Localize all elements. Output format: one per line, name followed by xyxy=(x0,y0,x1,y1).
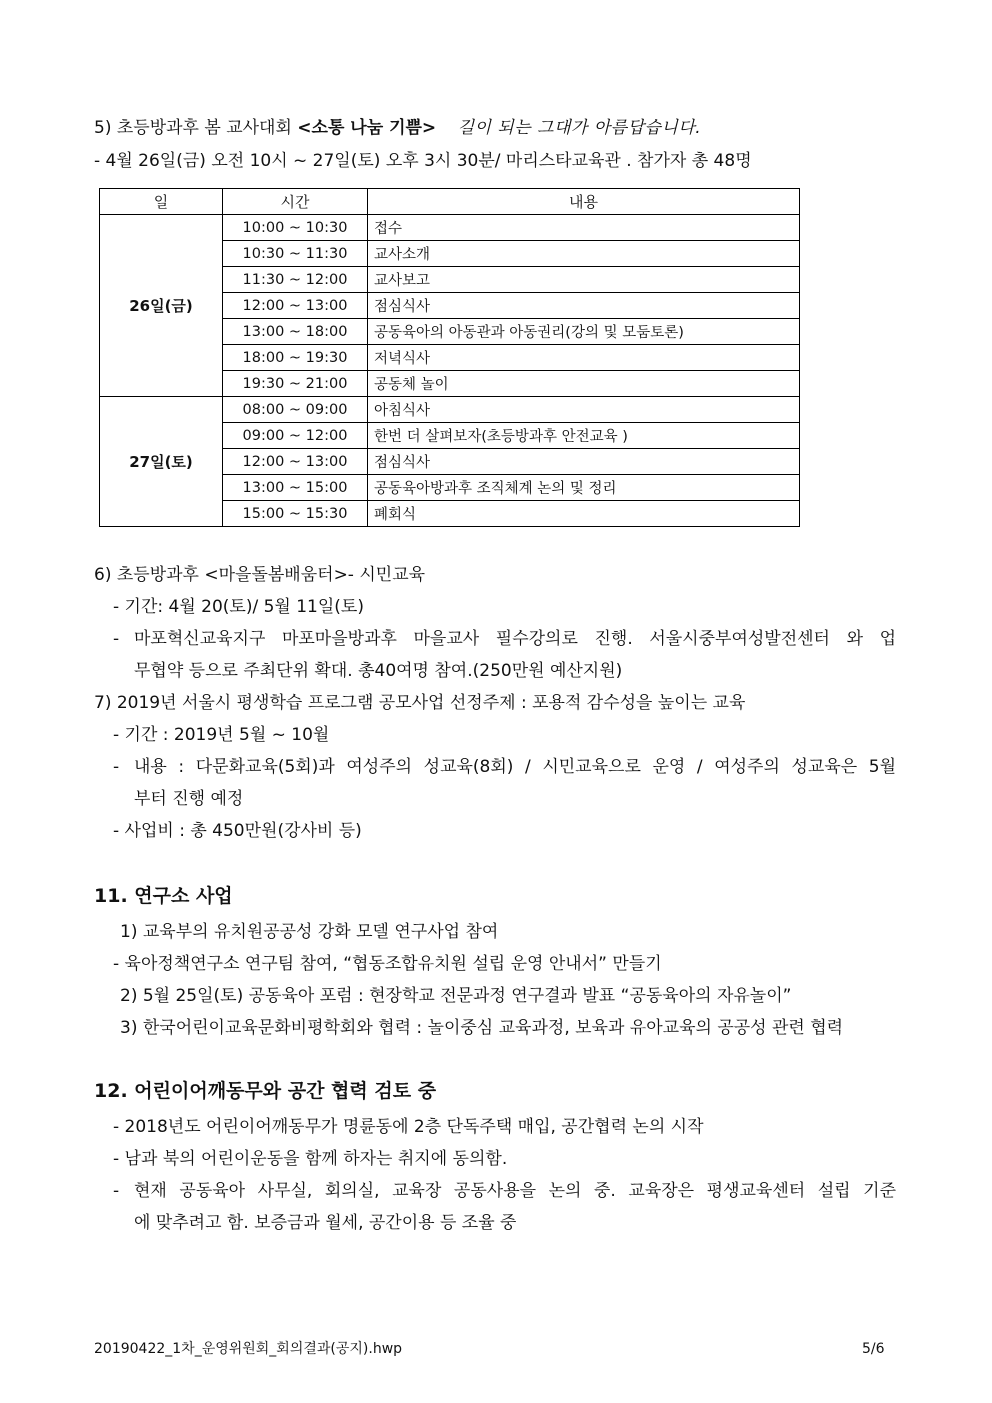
content-cell: 폐회식 xyxy=(368,501,800,527)
section12-title: 12. 어린이어깨동무와 공간 협력 검토 중 xyxy=(94,1080,437,1102)
section7-content-line2: 부터 진행 예정 xyxy=(134,789,244,809)
section7-content-dash: - xyxy=(113,757,120,777)
schedule-header-row xyxy=(100,189,800,215)
section6-desc-line2: 무협약 등으로 주최단위 확대. 총40여명 참여.(250만원 예산지원) xyxy=(134,661,623,681)
section7-content-line1: 내용 : 다문화교육(5회)과 여성주의 성교육(8회) / 시민교육으로 운영 / 여성주의 성교육은 5월 xyxy=(134,757,896,777)
time-cell: 13:00 ~ 15:00 xyxy=(223,475,368,501)
time-cell: 10:30 ~ 11:30 xyxy=(223,241,368,267)
section5-slogan: 길이 되는 그대가 아름답습니다. xyxy=(457,118,702,138)
section12-bullet3-line1: 현재 공동육아 사무실, 회의실, 교육장 공동사용을 논의 중. 교육장은 평생교육센터 설립 기준 xyxy=(134,1181,896,1201)
header-time: 시간 xyxy=(223,189,368,215)
section12-bullet3-dash: - xyxy=(113,1181,120,1201)
footer-filename: 20190422_1차_운영위원회_회의결과(공지).hwp xyxy=(94,1341,403,1357)
time-cell: 09:00 ~ 12:00 xyxy=(223,423,368,449)
content-cell: 공동체 놀이 xyxy=(368,371,800,397)
day-cell: 27일(토) xyxy=(100,397,223,527)
section6-desc-dash: - xyxy=(113,629,120,649)
footer-page-number: 5/6 xyxy=(862,1341,885,1357)
content-cell: 아침식사 xyxy=(368,397,800,423)
content-cell: 교사보고 xyxy=(368,267,800,293)
section6-period: - 기간: 4월 20(토)/ 5월 11일(토) xyxy=(113,597,364,617)
section6-heading: 6) 초등방과후 <마을돌봄배움터>- 시민교육 xyxy=(94,565,426,585)
header-content: 내용 xyxy=(368,189,800,215)
content-cell: 점심식사 xyxy=(368,293,800,319)
content-cell: 점심식사 xyxy=(368,449,800,475)
section11-item1-sub: - 육아정책연구소 연구팀 참여, “협동조합유치원 설립 운영 안내서” 만들기 xyxy=(113,954,662,974)
time-cell: 12:00 ~ 13:00 xyxy=(223,449,368,475)
section7-budget: - 사업비 : 총 450만원(강사비 등) xyxy=(113,821,362,841)
section7-heading: 7) 2019년 서울시 평생학습 프로그램 공모사업 선정주제 : 포용적 감수성을 높이는 교육 xyxy=(94,693,746,713)
section5-detail: - 4월 26일(금) 오전 10시 ~ 27일(토) 오후 3시 30분/ 마리스타교육관 . 참가자 총 48명 xyxy=(94,151,752,171)
section11-item2: 2) 5월 25일(토) 공동육아 포럼 : 현장학교 전문과정 연구결과 발표 “공동육아의 자유놀이” xyxy=(120,986,792,1006)
time-cell: 10:00 ~ 10:30 xyxy=(223,215,368,241)
section6-desc-line1: 마포혁신교육지구 마포마을방과후 마을교사 필수강의로 진행. 서울시중부여성발전센터 와 업 xyxy=(134,629,896,649)
section12-bullet2: - 남과 북의 어린이운동을 함께 하자는 취지에 동의함. xyxy=(113,1149,508,1169)
section5-heading-event: <소통 나눔 기쁨> xyxy=(297,118,437,138)
content-cell: 한번 더 살펴보자(초등방과후 안전교육 ) xyxy=(368,423,800,449)
time-cell: 11:30 ~ 12:00 xyxy=(223,267,368,293)
section11-item1: 1) 교육부의 유치원공공성 강화 모델 연구사업 참여 xyxy=(120,922,499,942)
section7-period: - 기간 : 2019년 5월 ~ 10월 xyxy=(113,725,330,745)
section11-title: 11. 연구소 사업 xyxy=(94,885,233,907)
content-cell: 접수 xyxy=(368,215,800,241)
schedule-table xyxy=(99,188,800,527)
header-day: 일 xyxy=(100,189,223,215)
table-row xyxy=(100,215,800,241)
time-cell: 15:00 ~ 15:30 xyxy=(223,501,368,527)
day-cell: 26일(금) xyxy=(100,215,223,397)
time-cell: 13:00 ~ 18:00 xyxy=(223,319,368,345)
content-cell: 공동육아방과후 조직체계 논의 및 정리 xyxy=(368,475,800,501)
table-row xyxy=(100,397,800,423)
content-cell: 저녁식사 xyxy=(368,345,800,371)
time-cell: 19:30 ~ 21:00 xyxy=(223,371,368,397)
section12-bullet1: - 2018년도 어린이어깨동무가 명륜동에 2층 단독주택 매입, 공간협력 논의 시작 xyxy=(113,1117,704,1137)
content-cell: 공동육아의 아동관과 아동권리(강의 및 모둠토론) xyxy=(368,319,800,345)
section5-heading xyxy=(94,116,701,140)
time-cell: 12:00 ~ 13:00 xyxy=(223,293,368,319)
time-cell: 08:00 ~ 09:00 xyxy=(223,397,368,423)
section5-heading-prefix: 5) 초등방과후 봄 교사대회 xyxy=(94,118,298,138)
time-cell: 18:00 ~ 19:30 xyxy=(223,345,368,371)
content-cell: 교사소개 xyxy=(368,241,800,267)
section12-bullet3-line2: 에 맞추려고 함. 보증금과 월세, 공간이용 등 조율 중 xyxy=(134,1213,517,1233)
section11-item3: 3) 한국어린이교육문화비평학회와 협력 : 놀이중심 교육과정, 보육과 유아교육의 공공성 관련 협력 xyxy=(120,1018,844,1038)
